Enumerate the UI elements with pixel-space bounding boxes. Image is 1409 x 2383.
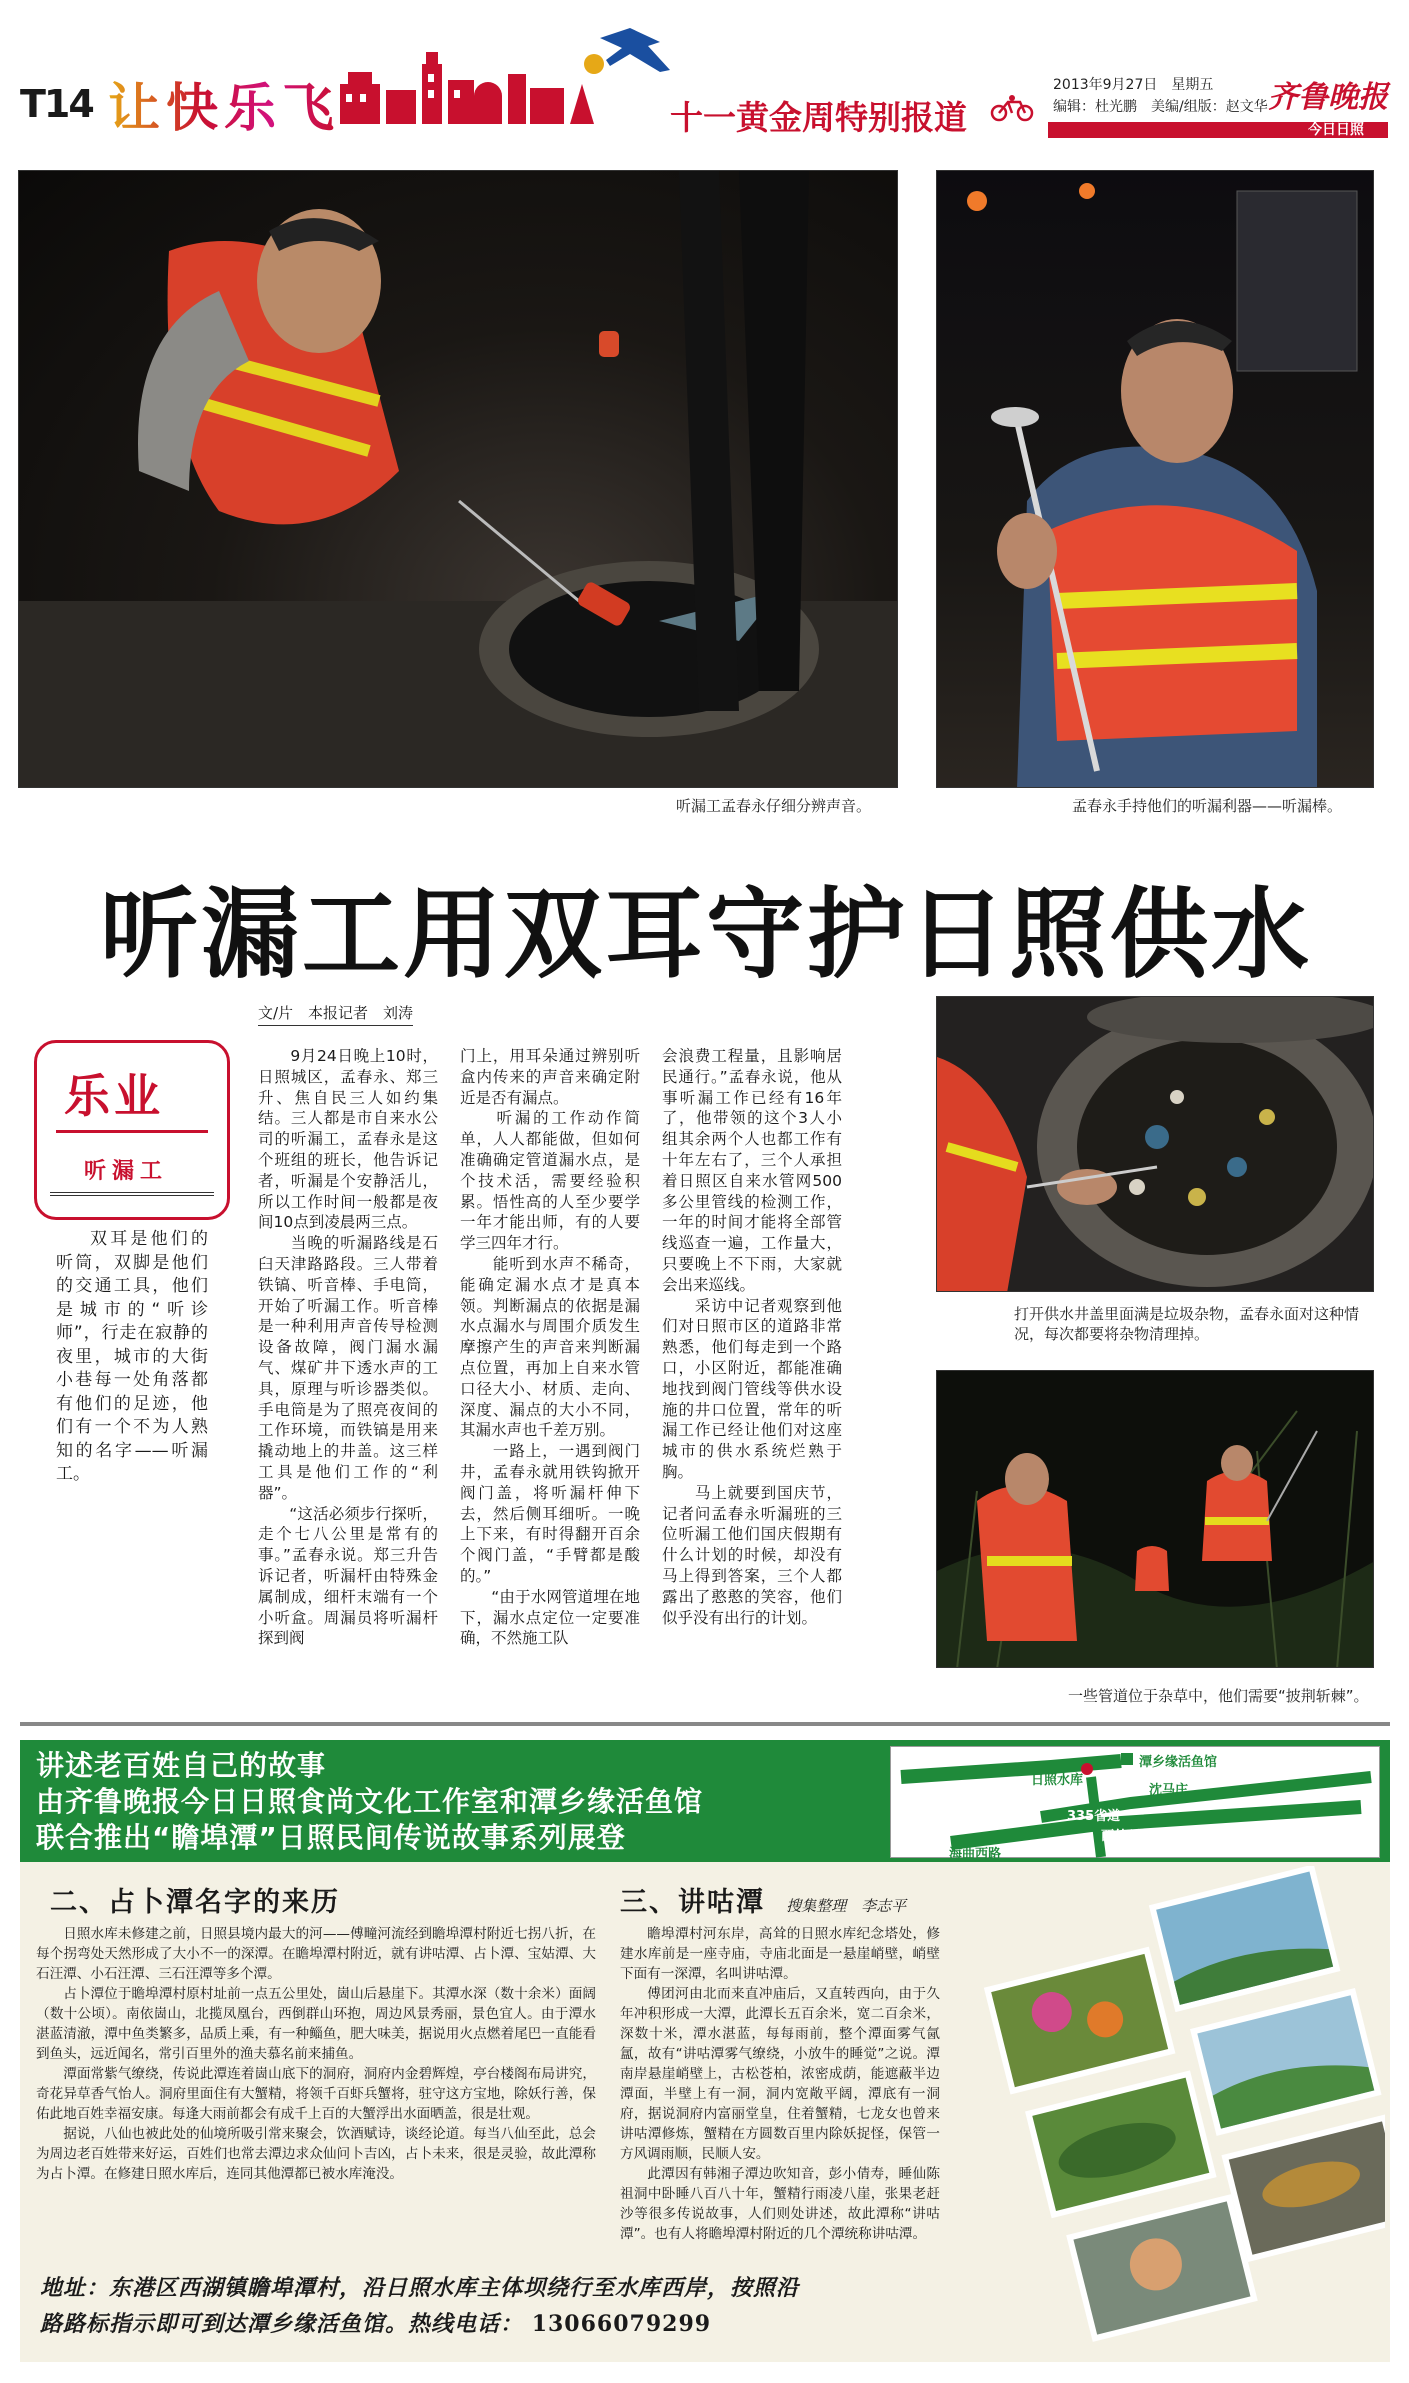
story-3-paragraph: 傅团河由北而来直冲庙后，又直转西向，由于久年冲积形成一大潭，此潭长五百余米，宽二百余米，深数十米，潭水湛蓝，每每雨前，整个潭面雾气氤氲，故有“讲咕潭雾气缭绕，小放牛的睡觉”之说。潭南岸悬崖峭壁上，古松苍柏，浓密成荫，能遮蔽半边潭面，半壁上有一洞，洞内宽敞平阔，潭底有一洞府，据说洞府内富丽堂皇，住着蟹精，七龙女也曾来讲咕潭修炼，蟹精在方圆数百里内除妖捉怪，保管一方风调雨顺，民顺人安。 bbox=[620, 1986, 940, 2162]
hotline-number: 13066079299 bbox=[531, 2311, 712, 2337]
address-block bbox=[40, 2270, 940, 2342]
map-label-road-335: 335省道 bbox=[1067, 1809, 1121, 1824]
editors-line: 编辑：杜光鹏 美编/组版：赵文华 bbox=[1053, 99, 1268, 115]
story-2-paragraph: 据说，八仙也被此处的仙境所吸引常来聚会，饮酒赋诗，谈经论道。每当八仙至此，总会为周边老百姓带来好运，百姓们也常去潭边求众仙问卜吉凶，占卜未来，很是灵验，故此潭称为占卜潭。在修建日照水库后，连同其他潭都已被水库淹没。 bbox=[36, 2126, 596, 2182]
restaurant-photo-collage bbox=[960, 1866, 1385, 2362]
bicycle-icon bbox=[990, 94, 1034, 122]
slogan bbox=[108, 66, 340, 141]
column-title: 乐业 bbox=[64, 1069, 164, 1123]
photo-caption-3: 打开供水井盖里面满是垃圾杂物，孟春永面对这种情况，每次都要将杂物清理掉。 bbox=[1014, 1305, 1360, 1343]
article-column-1: 9月24日晚上10时，日照城区，孟春永、郑三升、焦自民三人如约集结。三人都是市自来水公司的听漏工，孟春永是这个班组的班长，他告诉记者，听漏是个安静活儿，所以工作时间一般都是夜间10点到凌晨两三点。 当晚的听漏路线是石臼天津路路段。三人带着铁镐、听音棒、手电筒，开始了听漏工作。听音棒是一种利用声音传导检测设备故障，阀门漏水漏气、煤矿井下透水声的工具，原理与听诊器类似。手电筒是为了照亮夜间的工作环境，而铁镐是用来撬动地上的井盖。这三样工具是他们工作的“利器”。 “这活必须步行探听，走个七八公里是常有的事。”孟春永说。郑三升告诉记者，听漏杆由特殊金属制成，细杆末端有一个小听盒。周漏员将听漏杆探到阀 bbox=[258, 1047, 438, 1648]
article-headline: 听漏工用双耳守护日照供水 bbox=[100, 878, 1313, 992]
article-byline: 文/片 本报记者 刘涛 bbox=[258, 1002, 413, 1026]
story-2-paragraph: 潭面常紫气缭绕，传说此潭连着崮山底下的洞府，洞府内金碧辉煌，亭台楼阁布局讲究，奇花异草香气怡人。洞府里面住有大蟹精，将领千百虾兵蟹将，驻守这方宝地，除妖行善，保佑此地百姓幸福安康。每逢大雨前都会有成千上百的大蟹浮出水面晒盖，很是壮观。 bbox=[36, 2066, 596, 2122]
photo-weeds-pipeline bbox=[936, 1370, 1374, 1668]
banner-text bbox=[36, 1748, 703, 1856]
map-label-west-ring: 西外环路 bbox=[1101, 1829, 1154, 1844]
map-label-reservoir: 日照水库 bbox=[1031, 1773, 1084, 1788]
special-report-title: 十一黄金周特别报道 bbox=[670, 98, 967, 137]
map-label-restaurant: 潭乡缘活鱼馆 bbox=[1139, 1755, 1218, 1770]
skyline-illustration bbox=[330, 14, 670, 126]
date-line: 2013年9月27日 星期五 bbox=[1053, 77, 1214, 93]
banner-line-3: 联合推出“瞻埠潭”日照民间传说故事系列展登 bbox=[36, 1821, 626, 1854]
newspaper-logo: 齐鲁晚报 bbox=[1268, 80, 1388, 115]
banner-line-1: 讲述老百姓自己的故事 bbox=[36, 1749, 327, 1782]
photo-worker-listening bbox=[18, 170, 898, 788]
story-3-header bbox=[620, 1880, 950, 1919]
airplane-icon bbox=[600, 28, 670, 72]
map-label-haiqu-road: 海曲西路 bbox=[949, 1847, 1002, 1862]
address-line-2 bbox=[40, 2306, 940, 2342]
photo-caption-2: 孟春永手持他们的听漏利器——听漏棒。 bbox=[1072, 797, 1343, 815]
story-2-paragraph: 占卜潭位于瞻埠潭村原村址前一点五公里处，崮山后悬崖下。其潭水深（数十余米）面阔（数十公顷）。南依崮山，北揽凤凰台，西倒群山环抱，周边风景秀丽，景色宜人。由于潭水湛蓝清澈，潭中鱼类繁多，品质上乘，有一种鲻鱼，肥大味美，据说用火点燃着尾巴一直能看到鱼头，远近闻名，常引百里外的渔夫慕名前来捕鱼。 bbox=[36, 1986, 596, 2062]
section-bar: 今日日照 bbox=[1048, 122, 1388, 138]
story-3-paragraph: 此潭因有韩湘子潭边吹知音，彭小倩寿，睡仙陈祖洞中卧睡八百八十年，蟹精行雨凌八崖，张果老赶沙等很多传说故事，人们则处讲述，故此潭称“讲咕潭”。也有人将瞻埠潭村附近的几个潭统称讲咕潭。 bbox=[620, 2166, 940, 2242]
photo-worker-with-listening-rod bbox=[936, 170, 1374, 788]
article-column-2: 门上，用耳朵通过辨别听盒内传来的声音来确定附近是否有漏点。 听漏的工作动作简单，人人都能做，但如何准确确定管道漏水点，是个技术活，需要经验积累。悟性高的人至少要学一年才能出师，有的人要学三四年才行。 能听到水声不稀奇，能确定漏水点才是真本领。判断漏点的依据是漏水点漏水与周围介质发生摩擦产生的声音来判断漏点位置，再加上自来水管口径大小、材质、走向、深度、漏点的大小不同，其漏水声也千差万别。 一路上，一遇到阀门井，孟春永就用铁钩掀开阀门盖，将听漏杆伸下去，然后侧耳细听。一晚上下来，有时得翻开百余个阀门盖，“手臂都是酸的。” “由于水网管道埋在地下，漏水点定位一定要准确，不然施工队 bbox=[460, 1047, 640, 1648]
banner-line-2: 由齐鲁晚报今日日照食尚文化工作室和潭乡缘活鱼馆 bbox=[36, 1785, 704, 1818]
photo-open-manhole bbox=[936, 996, 1374, 1292]
story-3-title: 三、讲咕潭 bbox=[620, 1887, 765, 1918]
header-info bbox=[1053, 74, 1268, 118]
address-line-2-text: 路路标指示即可到达潭乡缘活鱼馆。热线电话： bbox=[40, 2311, 524, 2337]
location-map bbox=[890, 1746, 1380, 1862]
section-divider bbox=[20, 1722, 1390, 1726]
column-rule bbox=[56, 1130, 208, 1133]
story-3-byline: 搜集整理 李志平 bbox=[786, 1897, 907, 1915]
photo-caption-4: 一些管道位于杂草中，他们需要“披荆斩棘”。 bbox=[1068, 1687, 1369, 1705]
address-line-1: 地址：东港区西湖镇瞻埠潭村，沿日照水库主体坝绕行至水库西岸，按照沿 bbox=[40, 2275, 800, 2301]
story-2-title: 二、占卜潭名字的来历 bbox=[50, 1887, 340, 1918]
balloon-icon bbox=[584, 54, 604, 74]
map-label-village: 沈马庄 bbox=[1149, 1783, 1189, 1798]
story-2-paragraph: 日照水库未修建之前，日照县境内最大的河——傅疃河流经到瞻埠潭村附近七拐八折，在每个拐弯处天然形成了大小不一的深潭。在瞻埠潭村附近，就有讲咕潭、占卜潭、宝姑潭、大石汪潭、小石汪潭、三石汪潭等多个潭。 bbox=[36, 1926, 596, 1982]
photo-caption-1: 听漏工孟春永仔细分辨声音。 bbox=[676, 797, 872, 815]
lead-rule bbox=[50, 1192, 214, 1196]
slogan-text: 让快乐飞 bbox=[108, 78, 341, 139]
column-subtitle: 听漏工 bbox=[84, 1159, 169, 1184]
page-number: T14 bbox=[20, 82, 93, 126]
story-2-body bbox=[36, 1924, 596, 2184]
article-lead: 双耳是他们的听筒，双脚是他们的交通工具，他们是城市的“听诊师”，行走在寂静的夜里，城市的大街小巷每一处角落都有他们的足迹，他们有一个不为人熟知的名字——听漏工。 bbox=[56, 1229, 208, 1484]
story-3-paragraph: 瞻埠潭村河东岸，高耸的日照水库纪念塔处，修建水库前是一座寺庙，寺庙北面是一悬崖峭壁，峭壁下面有一深潭，名叫讲咕潭。 bbox=[620, 1926, 940, 1982]
article-column-3: 会浪费工程量，且影响居民通行。”孟春永说，他从事听漏工作已经有16年了，他带领的这个3人小组其余两个人也都工作有十年左右了，三个人承担着日照区自来水管网500多公里管线的检测工作，一年的时间才能将全部管线巡查一遍，工作量大，只要晚上不下雨，大家就会出来巡线。 采访中记者观察到他们对日照市区的道路非常熟悉，他们每走到一个路口，小区附近，都能准确地找到阀门管线等供水设施的井口位置，常年的听漏工作已经让他们对这座城市的供水系统烂熟于胸。 马上就要到国庆节，记者问孟春永听漏班的三位听漏工他们国庆假期有什么计划的时候，却没有马上得到答案，三个人都露出了憨憨的笑容，他们似乎没有出行的计划。 bbox=[662, 1047, 842, 1627]
story-3-body bbox=[620, 1924, 940, 2244]
